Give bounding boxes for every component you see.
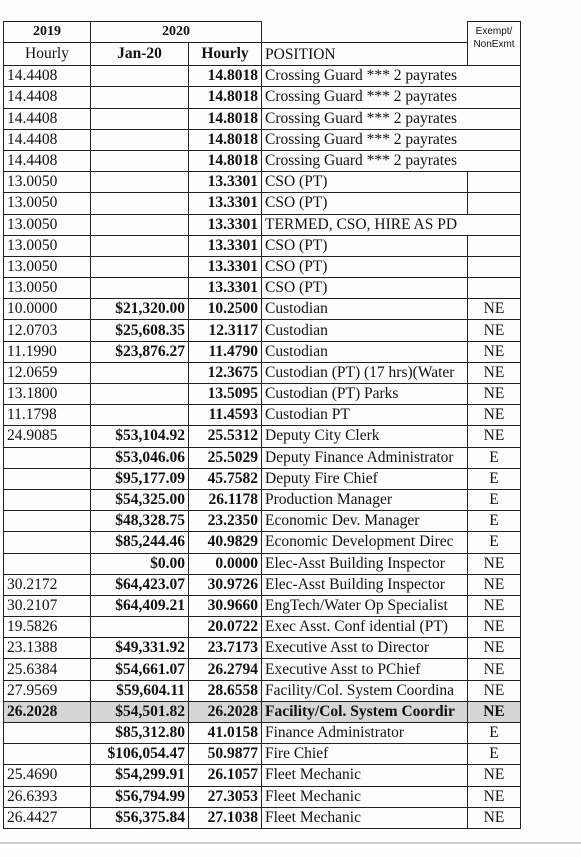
table-row bbox=[4, 786, 521, 807]
position-cell: Crossing Guard *** 2 payrates bbox=[262, 87, 468, 108]
position-cell: Facility/Col. System Coordina bbox=[262, 680, 468, 701]
hourly-2020-cell: 50.9877 bbox=[189, 744, 262, 765]
hourly-2019-cell: 24.9085 bbox=[4, 426, 91, 447]
hourly-2020-cell: 14.8018 bbox=[189, 87, 262, 108]
hourly-2020-cell: 13.3301 bbox=[189, 278, 262, 299]
exempt-status-cell: NE bbox=[468, 384, 521, 405]
exempt-status-cell bbox=[468, 87, 521, 108]
hourly-2020-cell: 11.4790 bbox=[189, 341, 262, 362]
jan20-salary-cell: $95,177.09 bbox=[91, 468, 189, 489]
jan20-salary-cell bbox=[91, 235, 189, 256]
position-cell: Crossing Guard *** 2 payrates bbox=[262, 129, 468, 150]
exempt-status-cell bbox=[468, 193, 521, 214]
pay-rate-table bbox=[3, 21, 521, 829]
exempt-status-cell bbox=[468, 172, 521, 193]
jan20-salary-cell bbox=[91, 362, 189, 383]
position-cell: CSO (PT) bbox=[262, 172, 468, 193]
exempt-status-cell: NE bbox=[468, 341, 521, 362]
jan20-salary-cell: $54,325.00 bbox=[91, 489, 189, 510]
hourly-2020-cell: 26.2028 bbox=[189, 701, 262, 722]
hourly-2019-cell: 13.1800 bbox=[4, 384, 91, 405]
position-cell: Elec-Asst Building Inspector bbox=[262, 553, 468, 574]
exempt-header-line2: NonExmt bbox=[473, 39, 515, 50]
hourly-2020-cell: 27.1038 bbox=[189, 807, 262, 828]
hourly-2019-cell: 14.4408 bbox=[4, 129, 91, 150]
jan20-salary-cell bbox=[91, 150, 189, 171]
jan20-salary-cell bbox=[91, 384, 189, 405]
position-cell: Custodian (PT) (17 hrs)(Water bbox=[262, 362, 468, 383]
hourly-2019-cell bbox=[4, 553, 91, 574]
hourly-2020-cell: 14.8018 bbox=[189, 129, 262, 150]
hourly-2019-cell bbox=[4, 511, 91, 532]
hourly-2019-cell: 26.6393 bbox=[4, 786, 91, 807]
position-cell: Custodian bbox=[262, 299, 468, 320]
jan20-salary-cell bbox=[91, 617, 189, 638]
table-row bbox=[4, 235, 521, 256]
hourly-2020-cell: 13.3301 bbox=[189, 172, 262, 193]
exempt-status-cell bbox=[468, 278, 521, 299]
hourly-2019-cell: 30.2172 bbox=[4, 574, 91, 595]
position-cell: EngTech/Water Op Specialist bbox=[262, 595, 468, 616]
hourly-2020-cell: 30.9726 bbox=[189, 574, 262, 595]
jan20-salary-cell: $54,501.82 bbox=[91, 701, 189, 722]
table-row bbox=[4, 87, 521, 108]
table-row bbox=[4, 320, 521, 341]
hourly-2019-cell: 13.0050 bbox=[4, 278, 91, 299]
hourly-2019-cell bbox=[4, 744, 91, 765]
jan20-salary-cell: $59,604.11 bbox=[91, 680, 189, 701]
year-2019-label: 2019 bbox=[4, 22, 91, 43]
table-row bbox=[4, 638, 521, 659]
hourly-2019-cell bbox=[4, 723, 91, 744]
jan20-salary-cell: $0.00 bbox=[91, 553, 189, 574]
exempt-status-cell: E bbox=[468, 447, 521, 468]
hourly-2020-cell: 13.3301 bbox=[189, 214, 262, 235]
position-cell: Deputy Finance Administrator bbox=[262, 447, 468, 468]
hourly-2019-cell: 11.1798 bbox=[4, 405, 91, 426]
jan20-salary-cell bbox=[91, 66, 189, 87]
exempt-status-cell: E bbox=[468, 532, 521, 553]
table-row bbox=[4, 489, 521, 510]
hourly-2020-cell: 41.0158 bbox=[189, 723, 262, 744]
col-position-header: POSITION bbox=[262, 43, 468, 66]
table-row bbox=[4, 511, 521, 532]
jan20-salary-cell: $23,876.27 bbox=[91, 341, 189, 362]
exempt-status-cell: E bbox=[468, 468, 521, 489]
position-cell: Deputy City Clerk bbox=[262, 426, 468, 447]
position-cell: Fleet Mechanic bbox=[262, 765, 468, 786]
hourly-2020-cell: 0.0000 bbox=[189, 553, 262, 574]
hourly-2019-cell: 13.0050 bbox=[4, 193, 91, 214]
exempt-status-cell: NE bbox=[468, 659, 521, 680]
exempt-status-cell: NE bbox=[468, 426, 521, 447]
exempt-status-cell: E bbox=[468, 723, 521, 744]
hourly-2019-cell: 13.0050 bbox=[4, 214, 91, 235]
col-hourly-2019-header: Hourly bbox=[4, 43, 91, 66]
jan20-salary-cell bbox=[91, 256, 189, 277]
col-hourly-2020-header: Hourly bbox=[189, 43, 262, 66]
exempt-status-cell bbox=[468, 108, 521, 129]
exempt-status-cell: E bbox=[468, 489, 521, 510]
hourly-2019-cell: 30.2107 bbox=[4, 595, 91, 616]
year-header-row bbox=[4, 22, 521, 43]
table-row bbox=[4, 172, 521, 193]
table-row bbox=[4, 744, 521, 765]
position-cell: Deputy Fire Chief bbox=[262, 468, 468, 489]
hourly-2020-cell: 10.2500 bbox=[189, 299, 262, 320]
table-row bbox=[4, 574, 521, 595]
jan20-salary-cell: $85,244.46 bbox=[91, 532, 189, 553]
jan20-salary-cell: $64,409.21 bbox=[91, 595, 189, 616]
hourly-2020-cell: 20.0722 bbox=[189, 617, 262, 638]
table-row bbox=[4, 405, 521, 426]
position-cell: Facility/Col. System Coordir bbox=[262, 701, 468, 722]
table-row bbox=[4, 66, 521, 87]
position-cell: Custodian bbox=[262, 341, 468, 362]
hourly-2019-cell: 13.0050 bbox=[4, 256, 91, 277]
hourly-2019-cell: 14.4408 bbox=[4, 87, 91, 108]
table-row bbox=[4, 108, 521, 129]
jan20-salary-cell: $53,104.92 bbox=[91, 426, 189, 447]
exempt-status-cell: NE bbox=[468, 553, 521, 574]
hourly-2019-cell bbox=[4, 532, 91, 553]
table-row bbox=[4, 362, 521, 383]
page-bottom-edge bbox=[0, 842, 581, 844]
hourly-2019-cell: 12.0659 bbox=[4, 362, 91, 383]
position-cell: TERMED, CSO, HIRE AS PD bbox=[262, 214, 468, 235]
exempt-status-cell bbox=[468, 150, 521, 171]
jan20-salary-cell: $56,794.99 bbox=[91, 786, 189, 807]
jan20-salary-cell: $56,375.84 bbox=[91, 807, 189, 828]
jan20-salary-cell: $49,331.92 bbox=[91, 638, 189, 659]
jan20-salary-cell: $54,299.91 bbox=[91, 765, 189, 786]
jan20-salary-cell bbox=[91, 172, 189, 193]
table-row bbox=[4, 723, 521, 744]
hourly-2020-cell: 12.3675 bbox=[189, 362, 262, 383]
hourly-2020-cell: 11.4593 bbox=[189, 405, 262, 426]
exempt-status-cell: NE bbox=[468, 320, 521, 341]
table-row bbox=[4, 426, 521, 447]
position-cell: Crossing Guard *** 2 payrates bbox=[262, 66, 468, 87]
hourly-2019-cell: 26.2028 bbox=[4, 701, 91, 722]
hourly-2019-cell bbox=[4, 447, 91, 468]
hourly-2019-cell: 26.4427 bbox=[4, 807, 91, 828]
hourly-2019-cell: 23.1388 bbox=[4, 638, 91, 659]
table-row bbox=[4, 701, 521, 722]
hourly-2020-cell: 13.3301 bbox=[189, 193, 262, 214]
jan20-salary-cell bbox=[91, 129, 189, 150]
jan20-salary-cell: $53,046.06 bbox=[91, 447, 189, 468]
position-cell: Production Manager bbox=[262, 489, 468, 510]
hourly-2020-cell: 23.7173 bbox=[189, 638, 262, 659]
hourly-2020-cell: 12.3117 bbox=[189, 320, 262, 341]
column-header-row bbox=[4, 43, 521, 66]
exempt-status-cell: NE bbox=[468, 299, 521, 320]
table-row bbox=[4, 193, 521, 214]
position-cell: Custodian bbox=[262, 320, 468, 341]
position-cell: Custodian (PT) Parks bbox=[262, 384, 468, 405]
hourly-2020-cell: 25.5029 bbox=[189, 447, 262, 468]
position-cell: Crossing Guard *** 2 payrates bbox=[262, 150, 468, 171]
position-cell: Economic Development Direc bbox=[262, 532, 468, 553]
hourly-2020-cell: 40.9829 bbox=[189, 532, 262, 553]
exempt-status-cell: NE bbox=[468, 617, 521, 638]
exempt-status-cell: NE bbox=[468, 362, 521, 383]
hourly-2019-cell: 14.4408 bbox=[4, 66, 91, 87]
hourly-2019-cell: 27.9569 bbox=[4, 680, 91, 701]
hourly-2019-cell: 11.1990 bbox=[4, 341, 91, 362]
hourly-2019-cell: 13.0050 bbox=[4, 172, 91, 193]
jan20-salary-cell: $21,320.00 bbox=[91, 299, 189, 320]
table-row bbox=[4, 341, 521, 362]
hourly-2020-cell: 45.7582 bbox=[189, 468, 262, 489]
position-cell: Economic Dev. Manager bbox=[262, 511, 468, 532]
exempt-status-cell: E bbox=[468, 511, 521, 532]
exempt-status-cell: NE bbox=[468, 595, 521, 616]
jan20-salary-cell bbox=[91, 193, 189, 214]
hourly-2020-cell: 30.9660 bbox=[189, 595, 262, 616]
hourly-2020-cell: 14.8018 bbox=[189, 150, 262, 171]
exempt-status-cell: NE bbox=[468, 765, 521, 786]
exempt-status-cell: NE bbox=[468, 574, 521, 595]
position-cell: Fire Chief bbox=[262, 744, 468, 765]
table-row bbox=[4, 129, 521, 150]
hourly-2020-cell: 26.2794 bbox=[189, 659, 262, 680]
table-row bbox=[4, 765, 521, 786]
hourly-2019-cell: 25.6384 bbox=[4, 659, 91, 680]
position-cell: Crossing Guard *** 2 payrates bbox=[262, 108, 468, 129]
position-cell: CSO (PT) bbox=[262, 193, 468, 214]
jan20-salary-cell: $64,423.07 bbox=[91, 574, 189, 595]
jan20-salary-cell bbox=[91, 405, 189, 426]
table-row bbox=[4, 447, 521, 468]
exempt-header-cell bbox=[468, 22, 521, 66]
table-row bbox=[4, 532, 521, 553]
hourly-2020-cell: 14.8018 bbox=[189, 66, 262, 87]
position-cell: Custodian PT bbox=[262, 405, 468, 426]
position-cell: Exec Asst. Conf idential (PT) bbox=[262, 617, 468, 638]
table-row bbox=[4, 680, 521, 701]
hourly-2020-cell: 26.1178 bbox=[189, 489, 262, 510]
table-row bbox=[4, 659, 521, 680]
position-cell: Fleet Mechanic bbox=[262, 807, 468, 828]
hourly-2020-cell: 13.5095 bbox=[189, 384, 262, 405]
col-jan20-header: Jan-20 bbox=[91, 43, 189, 66]
jan20-salary-cell: $25,608.35 bbox=[91, 320, 189, 341]
position-cell: CSO (PT) bbox=[262, 278, 468, 299]
position-header-spacer bbox=[262, 22, 468, 43]
jan20-salary-cell bbox=[91, 108, 189, 129]
hourly-2019-cell: 14.4408 bbox=[4, 108, 91, 129]
jan20-salary-cell bbox=[91, 214, 189, 235]
table-row bbox=[4, 468, 521, 489]
hourly-2020-cell: 25.5312 bbox=[189, 426, 262, 447]
table-row bbox=[4, 384, 521, 405]
exempt-header-line1: Exempt/ bbox=[475, 26, 513, 37]
hourly-2019-cell: 13.0050 bbox=[4, 235, 91, 256]
position-cell: CSO (PT) bbox=[262, 256, 468, 277]
hourly-2020-cell: 14.8018 bbox=[189, 108, 262, 129]
position-cell: Executive Asst to Director bbox=[262, 638, 468, 659]
table-row bbox=[4, 595, 521, 616]
hourly-2019-cell bbox=[4, 468, 91, 489]
hourly-2020-cell: 23.2350 bbox=[189, 511, 262, 532]
position-cell: Elec-Asst Building Inspector bbox=[262, 574, 468, 595]
exempt-status-cell bbox=[468, 256, 521, 277]
table-row bbox=[4, 299, 521, 320]
table-row bbox=[4, 278, 521, 299]
table-row bbox=[4, 807, 521, 828]
hourly-2019-cell: 10.0000 bbox=[4, 299, 91, 320]
exempt-status-cell: NE bbox=[468, 638, 521, 659]
hourly-2019-cell: 25.4690 bbox=[4, 765, 91, 786]
table-row bbox=[4, 617, 521, 638]
hourly-2020-cell: 13.3301 bbox=[189, 256, 262, 277]
jan20-salary-cell: $106,054.47 bbox=[91, 744, 189, 765]
hourly-2019-cell: 12.0703 bbox=[4, 320, 91, 341]
exempt-status-cell: NE bbox=[468, 807, 521, 828]
hourly-2019-cell: 19.5826 bbox=[4, 617, 91, 638]
exempt-status-cell: NE bbox=[468, 701, 521, 722]
exempt-status-cell bbox=[468, 129, 521, 150]
hourly-2020-cell: 13.3301 bbox=[189, 235, 262, 256]
jan20-salary-cell bbox=[91, 87, 189, 108]
hourly-2020-cell: 28.6558 bbox=[189, 680, 262, 701]
exempt-status-cell: NE bbox=[468, 405, 521, 426]
jan20-salary-cell bbox=[91, 278, 189, 299]
exempt-status-cell: E bbox=[468, 744, 521, 765]
year-2020-label: 2020 bbox=[91, 22, 262, 43]
exempt-status-cell: NE bbox=[468, 786, 521, 807]
jan20-salary-cell: $48,328.75 bbox=[91, 511, 189, 532]
hourly-2020-cell: 26.1057 bbox=[189, 765, 262, 786]
table-row bbox=[4, 150, 521, 171]
table-row bbox=[4, 256, 521, 277]
hourly-2019-cell bbox=[4, 489, 91, 510]
hourly-2020-cell: 27.3053 bbox=[189, 786, 262, 807]
position-cell: Fleet Mechanic bbox=[262, 786, 468, 807]
position-cell: CSO (PT) bbox=[262, 235, 468, 256]
exempt-status-cell bbox=[468, 66, 521, 87]
jan20-salary-cell: $54,661.07 bbox=[91, 659, 189, 680]
table-row bbox=[4, 553, 521, 574]
position-cell: Finance Administrator bbox=[262, 723, 468, 744]
exempt-status-cell: NE bbox=[468, 680, 521, 701]
exempt-status-cell bbox=[468, 235, 521, 256]
position-cell: Executive Asst to PChief bbox=[262, 659, 468, 680]
table-row bbox=[4, 214, 521, 235]
hourly-2019-cell: 14.4408 bbox=[4, 150, 91, 171]
exempt-status-cell bbox=[468, 214, 521, 235]
jan20-salary-cell: $85,312.80 bbox=[91, 723, 189, 744]
